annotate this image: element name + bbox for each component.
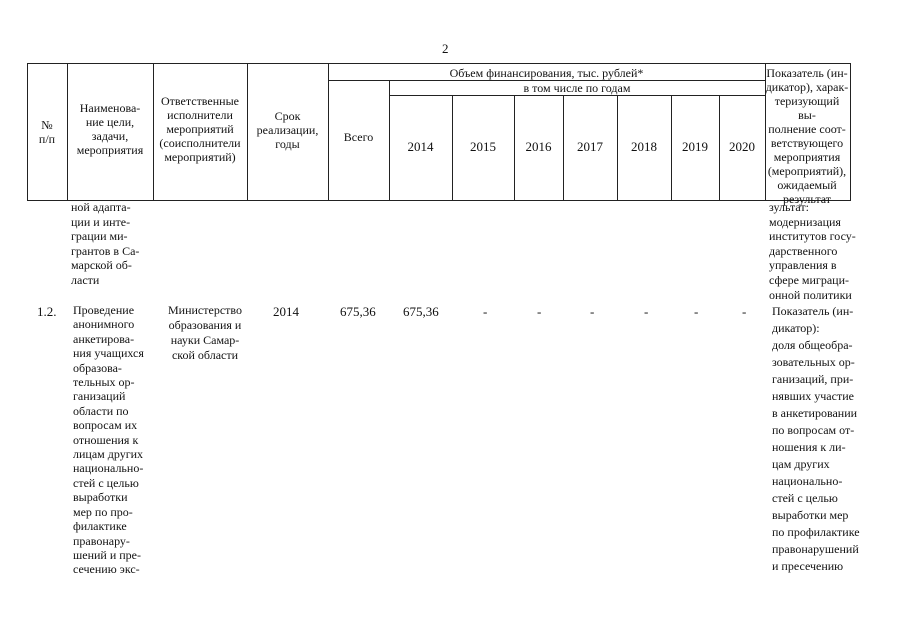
year-2015: 2015 xyxy=(470,139,496,154)
row-number: 1.2. xyxy=(37,304,57,319)
row-2019: - xyxy=(694,304,699,319)
row-divider xyxy=(389,95,765,96)
row-2018: - xyxy=(644,304,649,319)
year-2016: 2016 xyxy=(525,139,552,154)
header-total: Всего xyxy=(343,130,374,144)
row-2015: - xyxy=(483,304,488,319)
page-number: 2 xyxy=(442,41,449,56)
header-executors: Ответственные исполнители мероприятий (соисполнители мероприятий) xyxy=(159,94,241,164)
row-executor: Министерство образования и науки Самар- ской области xyxy=(168,303,242,362)
header-indicator: Показатель (ин- дикатор), харак- теризующий вы- полнение соот- ветствующего мероприятия (мероприятий), ожидаемый результат xyxy=(765,66,849,206)
row-2020: - xyxy=(742,304,747,319)
row-2017: - xyxy=(590,304,595,319)
row-term: 2014 xyxy=(273,304,299,319)
header-name: Наименова- ние цели, задачи, мероприятия xyxy=(76,101,144,157)
year-2017: 2017 xyxy=(577,139,603,154)
row-indicator: Показатель (ин- дикатор): доля общеобра- зовательных ор- ганизаций, при- нявших участие в анкетировании по вопросам от- ношения к ли- цам других национально- стей с целью выработки мер по профилактике правонарушений и пресечению xyxy=(772,304,860,573)
header-term: Срок реализации, годы xyxy=(256,109,319,151)
header-funding: Объем финансирования, тыс. рублей* xyxy=(449,66,644,80)
year-2019: 2019 xyxy=(682,139,708,154)
year-2018: 2018 xyxy=(631,139,657,154)
year-2014: 2014 xyxy=(407,139,434,154)
row-total: 675,36 xyxy=(340,304,376,319)
continuation-name: ной адапта- ции и инте- грации ми- грантов в Са- марской об- ласти xyxy=(71,200,140,287)
continuation-indicator: зультат: модернизация институтов госу- дарственного управления в сфере миграци- онной политики xyxy=(769,200,856,302)
header-num: № п/п xyxy=(38,118,56,146)
row-name: Проведение анонимного анкетирова- ния учащихся образова- тельных ор- ганизаций области по вопросам их отношения к лицам других национально- стей с целью выработки мер по про- филактике правонару- шений и пре- сечению экс- xyxy=(73,303,144,577)
header-by-years: в том числе по годам xyxy=(523,81,631,95)
row-2016: - xyxy=(537,304,542,319)
year-2020: 2020 xyxy=(729,139,755,154)
row-2014: 675,36 xyxy=(403,304,439,319)
